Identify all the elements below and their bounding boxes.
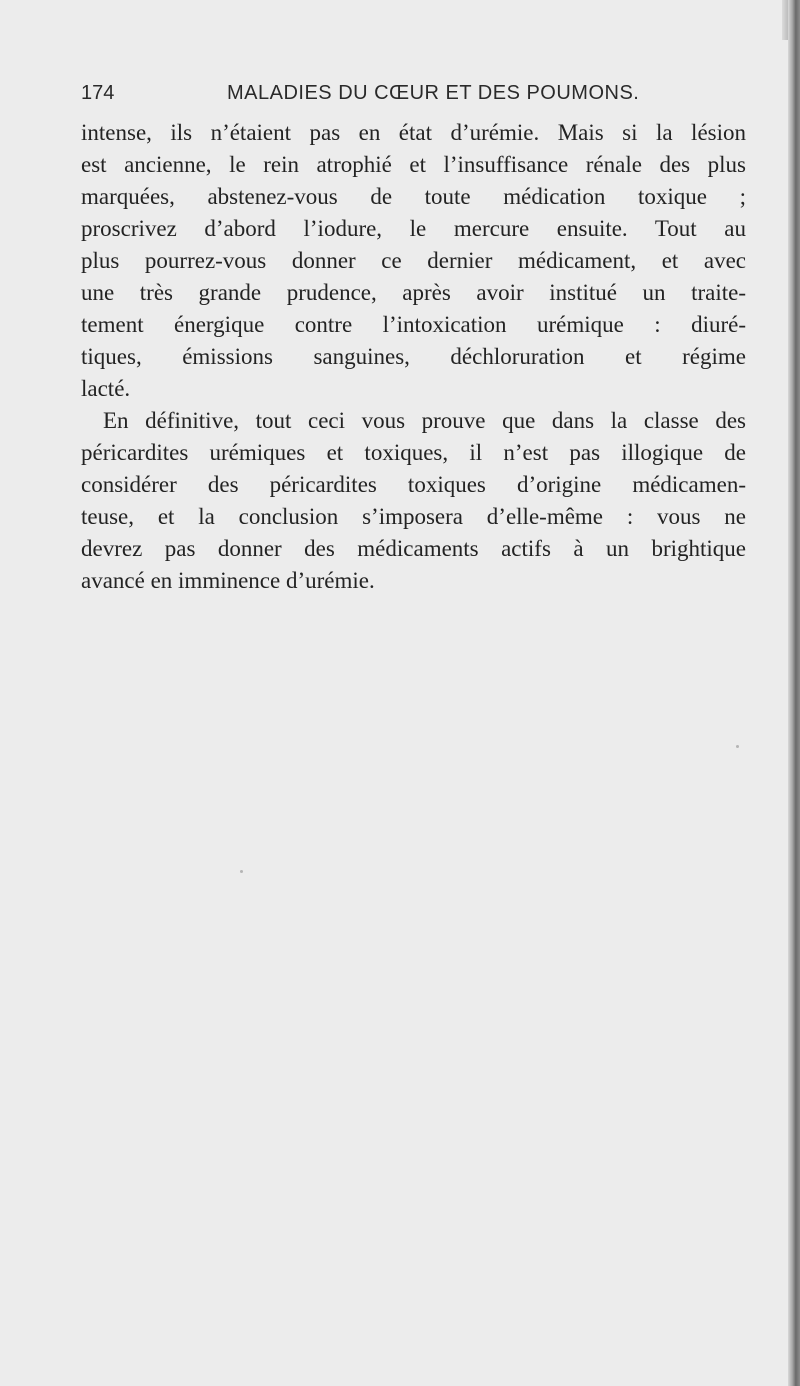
text-line: intense, ils n’étaient pas en état d’urémie. Mais si la lésion <box>81 120 746 145</box>
text-line: lacté. <box>81 376 131 401</box>
running-head: MALADIES DU CŒUR ET DES POUMONS. <box>227 82 640 104</box>
text-line: tement énergique contre l’intoxication urémique : diuré- <box>81 312 746 337</box>
page-number: 174 <box>81 82 115 104</box>
text-line: considérer des péricardites toxiques d’origine médicamen- <box>81 472 746 497</box>
paper-speck <box>736 745 739 748</box>
page-header <box>81 82 692 108</box>
page-edge-shadow <box>788 0 800 1386</box>
text-line: teuse, et la conclusion s’imposera d’elle-même : vous ne <box>81 504 746 529</box>
body-text <box>81 117 746 597</box>
text-line: est ancienne, le rein atrophié et l’insuffisance rénale des plus <box>81 152 746 177</box>
paragraph-2 <box>81 405 746 597</box>
text-line: péricardites urémiques et toxiques, il n’est pas illogique de <box>81 440 746 465</box>
text-line: devrez pas donner des médicaments actifs à un brightique <box>81 536 746 561</box>
paper-speck <box>240 870 243 873</box>
text-line: avancé en imminence d’urémie. <box>81 568 375 593</box>
text-line: plus pourrez-vous donner ce dernier médicament, et avec <box>81 248 746 273</box>
paragraph-1 <box>81 117 746 405</box>
text-line: marquées, abstenez-vous de toute médication toxique ; <box>81 184 746 209</box>
text-line: proscrivez d’abord l’iodure, le mercure ensuite. Tout au <box>81 216 746 241</box>
text-line: En définitive, tout ceci vous prouve que dans la classe des <box>103 408 746 433</box>
text-line: une très grande prudence, après avoir institué un traite- <box>81 280 746 305</box>
text-line: tiques, émissions sanguines, déchloruration et régime <box>81 344 746 369</box>
